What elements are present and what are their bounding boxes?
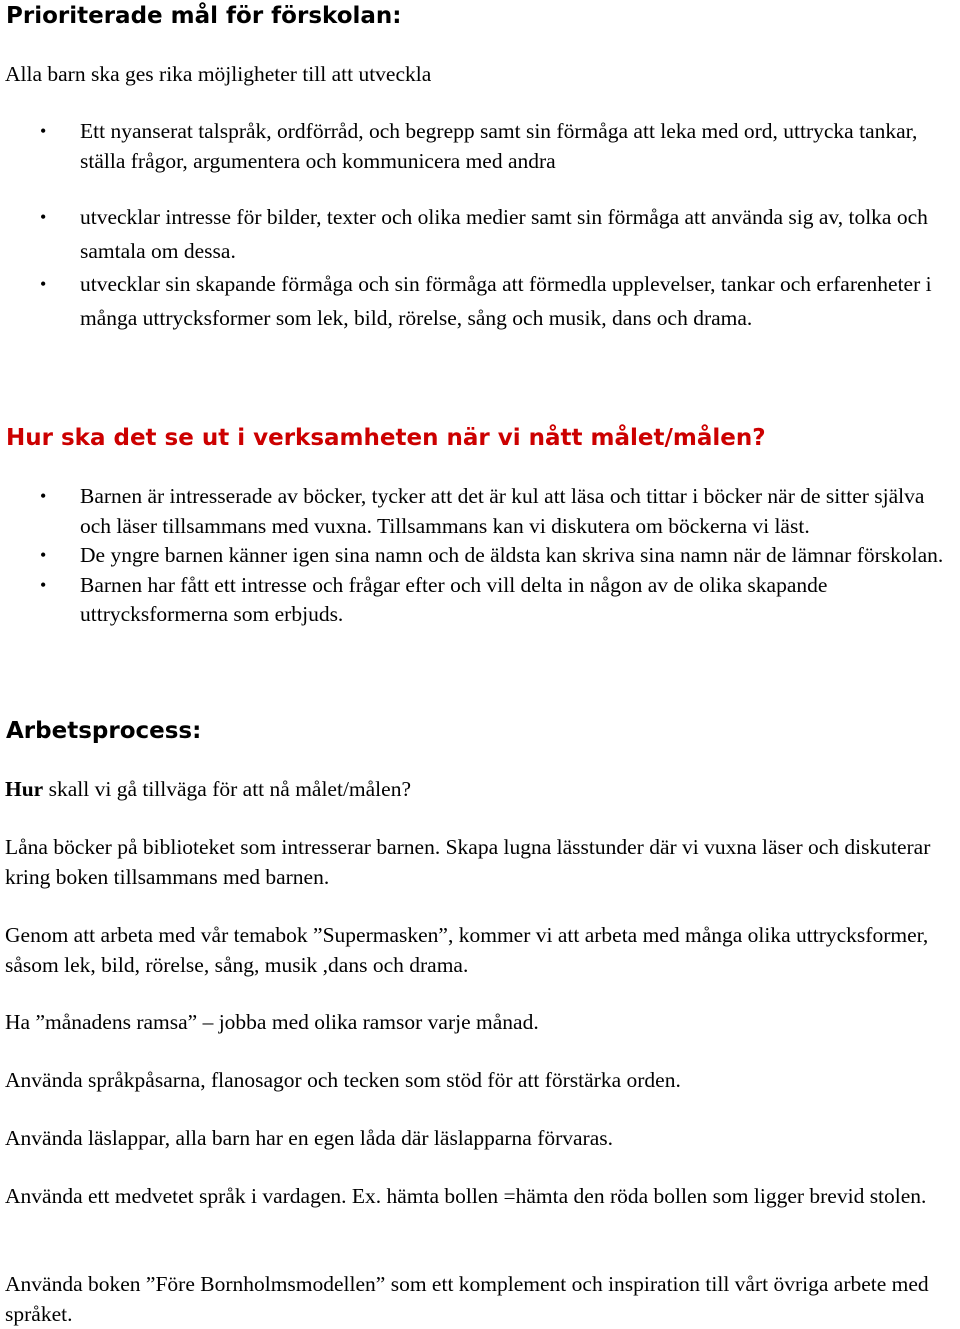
paragraph: Genom att arbeta med vår temabok ”Supermasken”, kommer vi att arbeta med många olika uttrycksformer, såsom lek, bild, rörelse, sång, musik ,dans och drama. [5,923,929,977]
outcome-text: Barnen är intresserade av böcker, tycker att det är kul att läsa och tittar i böcker när de sitter själva och läser tillsammans med vuxna. Tillsammans kan vi diskutera om böckerna vi läst. [80,484,925,538]
heading-hur-ska-det-se-ut: Hur ska det se ut i verksamheten när vi nått målet/målen? [6,425,766,451]
paragraph: Ha ”månadens ramsa” – jobba med olika ramsor varje månad. [5,1010,539,1034]
bullet-icon: • [40,574,47,595]
list-item [0,541,958,571]
heading-prioriterade-mal: Prioriterade mål för förskolan: [6,3,402,29]
heading-arbetsprocess: Arbetsprocess: [6,718,202,744]
goal-text: Ett nyanserat talspråk, ordförråd, och begrepp samt sin förmåga att leka med ord, uttrycka tankar, ställa frågor, argumentera och kommunicera med andra [80,119,918,173]
list-item [0,482,958,541]
outcome-text: De yngre barnen känner igen sina namn och de äldsta kan skriva sina namn när de lämnar förskolan. [80,543,944,567]
outcome-text: Barnen har fått ett intresse och frågar efter och vill delta in någon av de olika skapande uttrycksformerna som erbjuds. [80,572,828,626]
question-rest: skall vi gå tillväga för att nå målet/målen? [43,777,411,801]
list-item [0,571,958,630]
paragraph: Använda läslappar, alla barn har en egen låda där läslapparna förvaras. [5,1126,614,1150]
bullet-icon: • [40,545,47,565]
outcomes-list [0,482,958,630]
goal-text: utvecklar sin skapande förmåga och sin förmåga att förmedla upplevelser, tankar och erfarenheter i många uttrycksformer som lek, bild, rörelse, sång och musik, dans och drama. [80,272,932,330]
intro-text: Alla barn ska ges rika möjligheter till att utveckla [5,62,432,86]
paragraph: Använda språkpåsarna, flanosagor och tecken som stöd för att förstärka orden. [5,1068,681,1092]
list-item [0,200,958,268]
bullet-icon: • [40,274,47,294]
goals-list [0,117,958,335]
paragraph: Använda boken ”Före Bornholmsmodellen” som ett komplement och inspiration till vårt övriga arbete med språket. [5,1272,929,1326]
question-bold: Hur [5,777,44,801]
paragraph: Använda ett medvetet språk i vardagen. Ex. hämta bollen =hämta den röda bollen som ligger brevid stolen. [5,1184,927,1208]
paragraph: Låna böcker på biblioteket som intresserar barnen. Skapa lugna lässtunder där vi vuxna läser och diskuterar kring boken tillsammans med barnen. [5,835,931,889]
bullet-icon: • [40,207,47,227]
process-question [5,775,950,805]
list-item [0,268,958,335]
goal-text: utvecklar intresse för bilder, texter och olika medier samt sin förmåga att använda sig av, tolka och samtala om dessa. [80,205,928,263]
bullet-icon: • [40,486,47,506]
list-item [0,117,958,176]
bullet-icon: • [40,121,47,141]
